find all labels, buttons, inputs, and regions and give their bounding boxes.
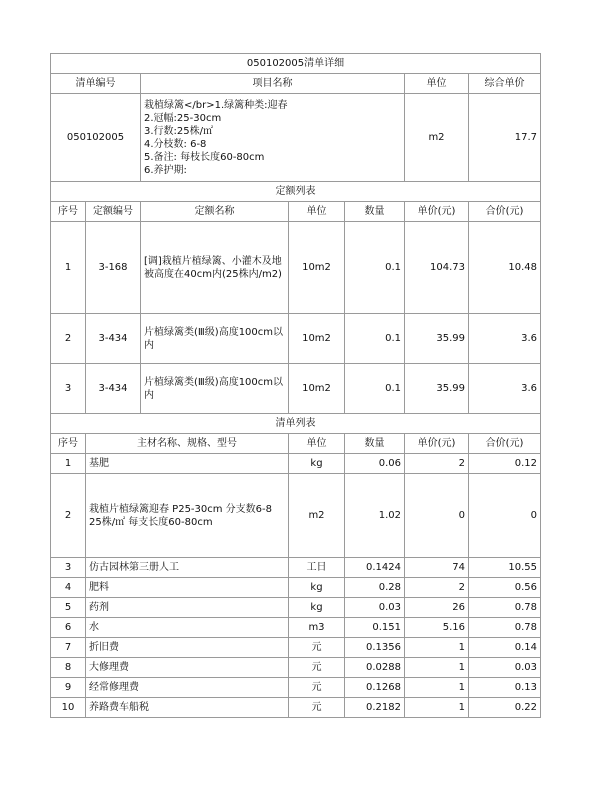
item-description-line: 4.分枝数: 6-8 [144, 138, 207, 150]
list-unit: m2 [289, 474, 345, 558]
list-price: 26 [405, 598, 469, 618]
quota-name: 片植绿篱类(Ⅲ级)高度100cm以内 [141, 364, 289, 414]
list-qty: 0.1424 [345, 558, 405, 578]
quota-header: 单位 [289, 202, 345, 222]
list-total: 0 [469, 474, 541, 558]
list-no: 4 [51, 578, 86, 598]
quota-qty: 0.1 [345, 364, 405, 414]
list-header: 单价(元) [405, 434, 469, 454]
list-header: 合价(元) [469, 434, 541, 454]
list-no: 10 [51, 698, 86, 718]
list-no: 7 [51, 638, 86, 658]
list-header: 主材名称、规格、型号 [86, 434, 289, 454]
list-total: 0.12 [469, 454, 541, 474]
list-row [51, 638, 541, 658]
list-total: 0.14 [469, 638, 541, 658]
list-name: 药剂 [86, 598, 289, 618]
list-total: 0.22 [469, 698, 541, 718]
list-name: 折旧费 [86, 638, 289, 658]
list-total: 0.78 [469, 598, 541, 618]
list-unit: m3 [289, 618, 345, 638]
item-description-line: 栽植绿篱</br>1.绿篱种类:迎春 [144, 99, 288, 111]
header-price: 综合单价 [469, 74, 541, 94]
header-name: 项目名称 [141, 74, 405, 94]
list-unit: 元 [289, 698, 345, 718]
list-total: 0.03 [469, 658, 541, 678]
list-header: 序号 [51, 434, 86, 454]
item-description [141, 94, 405, 182]
quota-header: 定额编号 [86, 202, 141, 222]
list-qty: 0.1356 [345, 638, 405, 658]
list-name: 水 [86, 618, 289, 638]
quota-header: 序号 [51, 202, 86, 222]
quota-code: 3-168 [86, 222, 141, 314]
list-qty: 0.2182 [345, 698, 405, 718]
quota-total: 3.6 [469, 314, 541, 364]
list-row [51, 474, 541, 558]
list-qty: 0.1268 [345, 678, 405, 698]
list-row [51, 658, 541, 678]
quota-no: 1 [51, 222, 86, 314]
quota-header: 数量 [345, 202, 405, 222]
quota-unit: 10m2 [289, 364, 345, 414]
list-name: 大修理费 [86, 658, 289, 678]
list-row [51, 698, 541, 718]
list-qty: 0.0288 [345, 658, 405, 678]
quota-price: 104.73 [405, 222, 469, 314]
list-price: 1 [405, 638, 469, 658]
list-row [51, 678, 541, 698]
list-unit: 元 [289, 638, 345, 658]
list-header: 单位 [289, 434, 345, 454]
header-code: 清单编号 [51, 74, 141, 94]
list-section-title: 清单列表 [51, 414, 541, 434]
list-name: 仿古园林第三册人工 [86, 558, 289, 578]
quota-unit: 10m2 [289, 314, 345, 364]
list-header: 数量 [345, 434, 405, 454]
list-price: 1 [405, 678, 469, 698]
quota-header: 定额名称 [141, 202, 289, 222]
list-total: 10.55 [469, 558, 541, 578]
quota-no: 3 [51, 364, 86, 414]
list-qty: 1.02 [345, 474, 405, 558]
list-qty: 0.06 [345, 454, 405, 474]
list-price: 74 [405, 558, 469, 578]
list-unit: 元 [289, 658, 345, 678]
list-name: 基肥 [86, 454, 289, 474]
list-price: 1 [405, 658, 469, 678]
bill-detail-table [50, 53, 541, 718]
list-row [51, 578, 541, 598]
quota-row [51, 222, 541, 314]
table-title: 050102005清单详细 [51, 54, 541, 74]
quota-qty: 0.1 [345, 314, 405, 364]
list-price: 5.16 [405, 618, 469, 638]
list-row [51, 618, 541, 638]
list-row [51, 454, 541, 474]
list-unit: kg [289, 598, 345, 618]
item-description-line: 5.备注: 每枝长度60-80cm [144, 151, 265, 163]
list-name: 养路费车船税 [86, 698, 289, 718]
header-unit: 单位 [405, 74, 469, 94]
list-price: 0 [405, 474, 469, 558]
quota-qty: 0.1 [345, 222, 405, 314]
quota-code: 3-434 [86, 314, 141, 364]
list-no: 8 [51, 658, 86, 678]
list-price: 2 [405, 454, 469, 474]
list-qty: 0.03 [345, 598, 405, 618]
item-description-line: 3.行数:25株/㎡ [144, 125, 214, 137]
list-row [51, 558, 541, 578]
list-no: 1 [51, 454, 86, 474]
quota-no: 2 [51, 314, 86, 364]
item-description-line: 2.冠幅:25-30cm [144, 112, 222, 124]
quota-unit: 10m2 [289, 222, 345, 314]
list-unit: 工日 [289, 558, 345, 578]
item-description-line: 6.养护期: [144, 164, 187, 176]
list-no: 2 [51, 474, 86, 558]
list-price: 2 [405, 578, 469, 598]
list-name: 栽植片植绿篱迎春 P25-30cm 分支数6-8 25株/㎡ 每支长度60-80cm [86, 474, 289, 558]
list-row [51, 598, 541, 618]
list-no: 6 [51, 618, 86, 638]
item-unit: m2 [405, 94, 469, 182]
quota-header: 单价(元) [405, 202, 469, 222]
list-qty: 0.151 [345, 618, 405, 638]
list-no: 3 [51, 558, 86, 578]
quota-code: 3-434 [86, 364, 141, 414]
item-price: 17.7 [469, 94, 541, 182]
item-code: 050102005 [51, 94, 141, 182]
list-unit: kg [289, 578, 345, 598]
list-qty: 0.28 [345, 578, 405, 598]
list-price: 1 [405, 698, 469, 718]
quota-total: 10.48 [469, 222, 541, 314]
list-total: 0.13 [469, 678, 541, 698]
quota-name: 片植绿篱类(Ⅲ级)高度100cm以内 [141, 314, 289, 364]
list-total: 0.56 [469, 578, 541, 598]
list-name: 肥料 [86, 578, 289, 598]
quota-row [51, 364, 541, 414]
quota-header: 合价(元) [469, 202, 541, 222]
quota-name: [调]栽植片植绿篱、小灌木及地被高度在40cm内(25株内/m2) [141, 222, 289, 314]
list-unit: 元 [289, 678, 345, 698]
quota-row [51, 314, 541, 364]
quota-section-title: 定额列表 [51, 182, 541, 202]
list-no: 5 [51, 598, 86, 618]
list-name: 经常修理费 [86, 678, 289, 698]
list-no: 9 [51, 678, 86, 698]
list-total: 0.78 [469, 618, 541, 638]
quota-price: 35.99 [405, 364, 469, 414]
quota-total: 3.6 [469, 364, 541, 414]
quota-price: 35.99 [405, 314, 469, 364]
list-unit: kg [289, 454, 345, 474]
